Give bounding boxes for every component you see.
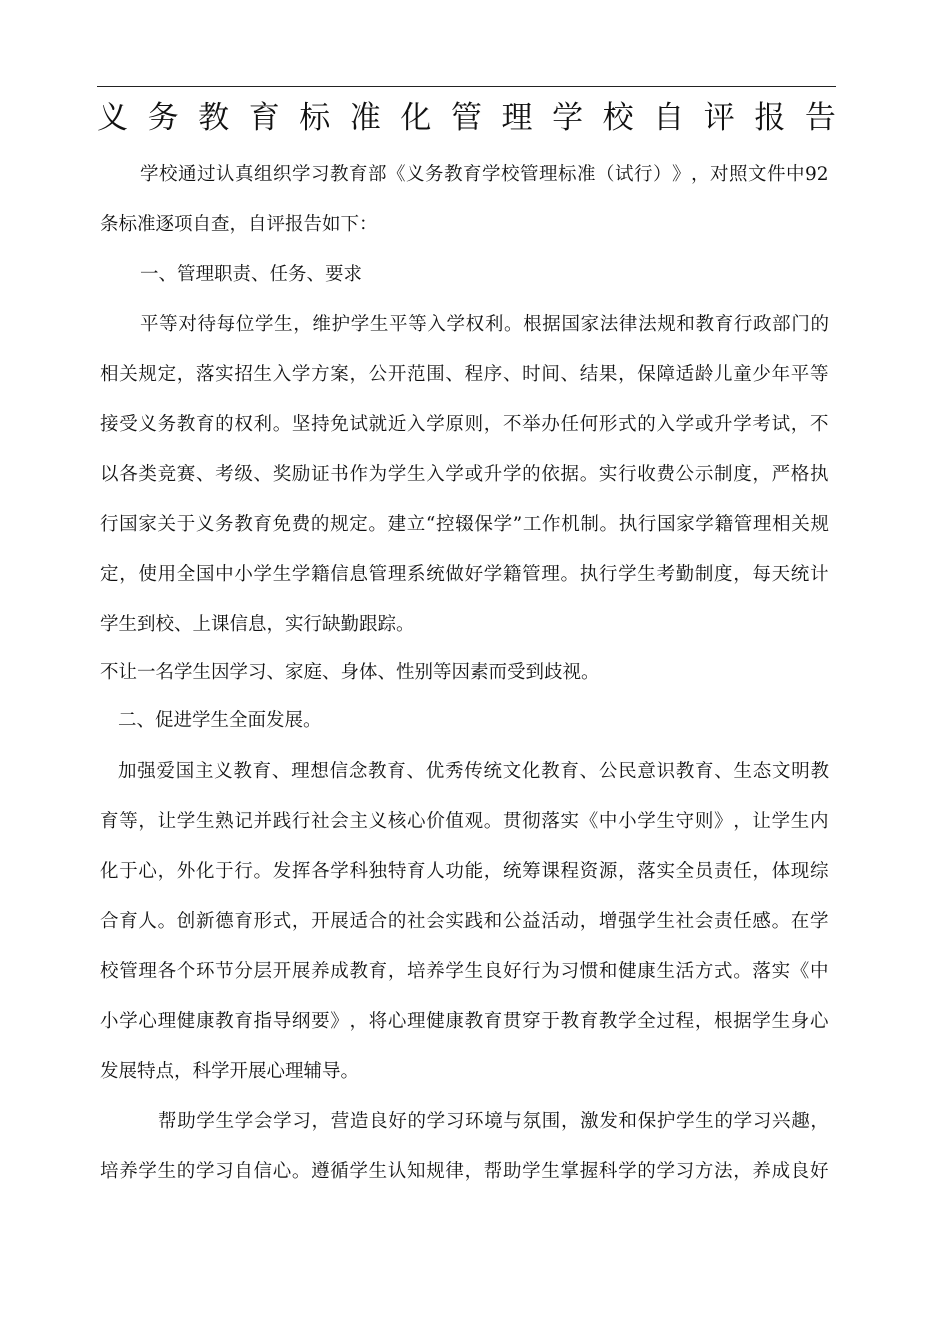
text-line: 育 等 ， 让 学 生 熟 记 并 践 行 社 会 主 义 核 心 价 值 观 。 贯 彻 落 实 《 中 小 学 生 守 则 》 ， 让 学 生 内 xyxy=(100,811,829,832)
text-line: 培 养 学 生 的 学 习 自 信 心 。 遵 循 学 生 认 知 规 律 ， 帮 助 学 生 掌 握 科 学 的 学 习 方 法 ， 养 成 良 好 xyxy=(100,1161,829,1182)
title-char: 告 xyxy=(804,100,836,136)
text-line: 学生到校、上课信息，实行缺勤跟踪。 xyxy=(100,614,415,635)
text-line: 不让一名学生因学习、家庭、身体、性别等因素而受到歧视。 xyxy=(100,662,600,683)
title-char: 化 xyxy=(400,100,432,136)
text-line: 校 管 理 各 个 环 节 分 层 开 展 养 成 教 育 ， 培 养 学 生 良 好 行 为 习 惯 和 健 康 生 活 方 式 。 落 实 《 中 xyxy=(100,961,829,982)
text-line: 以 各 类 竞 赛 、 考 级 、 奖 励 证 书 作 为 学 生 入 学 或 升 学 的 依 据 。 实 行 收 费 公 示 制 度 ， 严 格 执 xyxy=(100,464,829,485)
text-line: 化 于 心 ， 外 化 于 行 。 发 挥 各 学 科 独 特 育 人 功 能 ， 统 筹 课 程 资 源 ， 落 实 全 员 责 任 ， 体 现 综 xyxy=(100,861,829,882)
document-title xyxy=(97,96,836,140)
text-line: 学 校 通 过 认 真 组 织 学 习 教 育 部 《 义 务 教 育 学 校 管 理 标 准 （ 试 行 ） 》 ， 对 照 文 件 中 92 xyxy=(140,164,829,185)
text-line: 合 育 人 。 创 新 德 育 形 式 ， 开 展 适 合 的 社 会 实 践 和 公 益 活 动 ， 增 强 学 生 社 会 责 任 感 。 在 学 xyxy=(100,911,829,932)
text-line: 帮 助 学 生 学 会 学 习 ， 营 造 良 好 的 学 习 环 境 与 氛 围 ， 激 发 和 保 护 学 生 的 学 习 兴 趣 ， xyxy=(158,1111,829,1132)
header-rule xyxy=(97,86,836,87)
text-line: 定 ， 使 用 全 国 中 小 学 生 学 籍 信 息 管 理 系 统 做 好 学 籍 管 理 。 执 行 学 生 考 勤 制 度 ， 每 天 统 计 xyxy=(100,564,829,585)
text-line: 一、管理职责、任务、要求 xyxy=(140,264,363,285)
title-char: 理 xyxy=(501,100,533,136)
text-line: 平 等 对 待 每 位 学 生 ， 维 护 学 生 平 等 入 学 权 利 。 根 据 国 家 法 律 法 规 和 教 育 行 政 部 门 的 xyxy=(140,314,829,335)
text-line: 接 受 义 务 教 育 的 权 利 。 坚 持 免 试 就 近 入 学 原 则 ， 不 举 办 任 何 形 式 的 入 学 或 升 学 考 试 ， 不 xyxy=(100,414,829,435)
title-char: 标 xyxy=(299,100,331,136)
title-char: 务 xyxy=(147,100,179,136)
title-char: 管 xyxy=(450,100,482,136)
text-line: 条标准逐项自查，自评报告如下： xyxy=(100,214,378,235)
text-line: 发展特点，科学开展心理辅导。 xyxy=(100,1061,360,1082)
title-char: 教 xyxy=(198,100,230,136)
text-line: 二、促进学生全面发展。 xyxy=(118,710,322,731)
title-char: 育 xyxy=(248,100,280,136)
title-char: 学 xyxy=(552,100,584,136)
title-char: 报 xyxy=(754,100,786,136)
title-char: 评 xyxy=(703,100,735,136)
title-char: 义 xyxy=(97,100,128,136)
text-line: 行 国 家 关 于 义 务 教 育 免 费 的 规 定 。 建 立 “ 控 辍 保 学 ” 工 作 机 制 。 执 行 国 家 学 籍 管 理 相 关 规 xyxy=(100,514,829,535)
text-line: 小 学 心 理 健 康 教 育 指 导 纲 要 》 ， 将 心 理 健 康 教 育 贯 穿 于 教 育 教 学 全 过 程 ， 根 据 学 生 身 心 xyxy=(100,1011,829,1032)
title-char: 准 xyxy=(349,100,381,136)
text-line: 加 强 爱 国 主 义 教 育 、 理 想 信 念 教 育 、 优 秀 传 统 文 化 教 育 、 公 民 意 识 教 育 、 生 态 文 明 教 xyxy=(118,761,829,782)
title-char: 校 xyxy=(602,100,634,136)
text-line: 相 关 规 定 ， 落 实 招 生 入 学 方 案 ， 公 开 范 围 、 程 序 、 时 间 、 结 果 ， 保 障 适 龄 儿 童 少 年 平 等 xyxy=(100,364,829,385)
title-char: 自 xyxy=(653,100,685,136)
